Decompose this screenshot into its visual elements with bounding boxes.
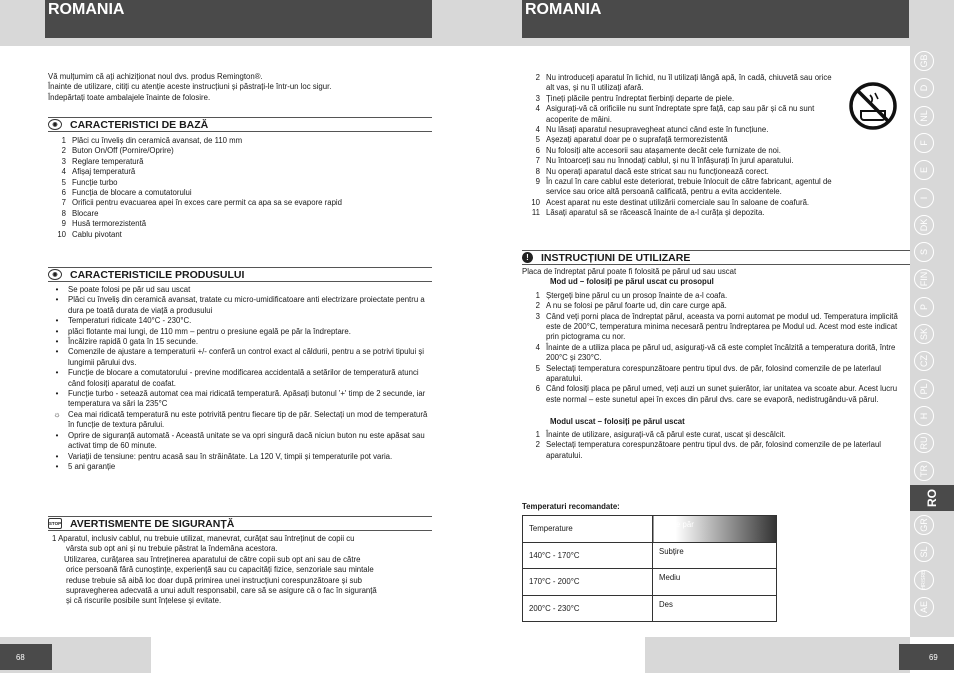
basic-features-heading <box>48 117 432 132</box>
bullet: • <box>55 285 59 294</box>
item-text: Reglare temperatură <box>72 156 144 166</box>
page-number-right: 69 <box>899 644 954 670</box>
item-number: 9 <box>535 177 540 187</box>
item-number: 6 <box>535 145 540 155</box>
tab-ro[interactable] <box>910 485 954 511</box>
list-item <box>522 167 840 177</box>
tab-label: F <box>919 140 929 146</box>
item-number: 5 <box>61 177 66 187</box>
list-item <box>48 316 432 326</box>
item-number: 2 <box>535 301 540 311</box>
tab-label: FIN <box>919 272 929 287</box>
bullet: • <box>55 347 59 357</box>
list-item <box>48 347 432 368</box>
warning-icon: ! <box>522 252 533 263</box>
table-cell: 200°C - 230°C <box>523 595 653 622</box>
tab-label: SK <box>919 328 929 341</box>
tab-e[interactable] <box>914 160 934 180</box>
left-page-title: ROMANIA <box>45 0 432 38</box>
section-title: CARACTERISTICI DE BAZĂ <box>70 118 209 131</box>
sun-icon: ☼ <box>53 409 61 419</box>
item-text: Țineți plăcile pentru îndreptat fierbinți departe de piele. <box>546 93 735 103</box>
item-number: 4 <box>535 104 540 114</box>
list-item <box>522 94 840 104</box>
warnings-list <box>522 73 840 219</box>
temps-title: Temperaturi recomandate: <box>522 502 620 511</box>
safety-line: orice persoană fără cunoștințe, experiență sau cu capacități fizice, senzoriale sau mintale <box>66 565 374 575</box>
list-item <box>48 136 432 146</box>
tab-cz[interactable] <box>914 351 934 371</box>
tab-label: NL <box>919 109 929 122</box>
bullet: • <box>55 430 59 440</box>
item-text: Așezați aparatul doar pe o suprafață termorezistentă <box>546 135 728 145</box>
tab-gb[interactable] <box>914 51 934 71</box>
basic-features-list <box>48 136 432 240</box>
item-number: 5 <box>535 363 540 373</box>
table-row <box>523 595 777 622</box>
tab-label: DK <box>919 218 929 232</box>
list-item <box>48 431 432 452</box>
bullet: • <box>55 295 59 305</box>
list-item <box>48 337 432 347</box>
product-features-section <box>48 267 432 472</box>
dry-mode-list <box>522 430 910 461</box>
page-number-left: 68 <box>0 644 52 670</box>
table-header-row <box>523 516 777 543</box>
table-cell: Subțire <box>653 542 777 569</box>
tab-hr-srb[interactable] <box>914 570 934 590</box>
list-item <box>522 384 910 405</box>
list-item <box>48 295 432 316</box>
table-row <box>523 542 777 569</box>
stop-icon: STOP <box>48 518 62 529</box>
item-text: Variații de tensiune: pentru acasă sau în străinătate. La 120 V, timpii și temperaturile pot varia. <box>68 451 393 461</box>
item-number: 4 <box>535 342 540 352</box>
item-number: 8 <box>535 166 540 176</box>
item-number: 3 <box>535 311 540 321</box>
item-number: 1 <box>61 136 66 145</box>
item-number: 5 <box>535 135 540 145</box>
tab-label: GR <box>919 518 929 532</box>
item-text: Încălzire rapidă 0 gata în 15 secunde. <box>68 337 199 347</box>
tab-sk[interactable] <box>914 324 934 344</box>
list-item <box>48 368 432 389</box>
item-text: Funcție turbo <box>72 177 118 187</box>
list-item <box>48 230 432 240</box>
list-item <box>522 343 910 364</box>
table-cell: 140°C - 170°C <box>523 542 653 569</box>
item-text: Selectați temperatura corespunzătoare pentru tipul dvs. de păr, folosind comenzile de pe laterlaul aparatului. <box>546 440 882 460</box>
item-number: 2 <box>61 146 66 156</box>
list-item <box>522 208 840 218</box>
item-number: 9 <box>61 219 66 229</box>
table-header-cell: Tip de păr <box>653 516 777 543</box>
tab-nl[interactable] <box>914 106 934 126</box>
tab-label: I <box>919 196 929 199</box>
tab-label: P <box>919 303 929 310</box>
intro-line: Vă mulțumim că ați achiziționat noul dvs. produs Remington®. <box>48 72 263 81</box>
product-features-heading <box>48 267 432 282</box>
tab-label: TR <box>919 464 929 477</box>
usage-heading <box>522 250 910 265</box>
item-text: Lăsați aparatul să se răcească înainte de a-l curăța și depozita. <box>546 208 765 218</box>
product-features-list <box>48 285 432 472</box>
tab-f[interactable] <box>914 133 934 153</box>
item-text: Nu introduceți aparatul în lichid, nu îl utilizați lângă apă, în cadă, chiuvetă sau orice alt vas, și nu îl utilizați afară. <box>546 73 832 93</box>
tab-dk[interactable] <box>914 215 934 235</box>
item-number: 4 <box>535 125 540 135</box>
item-number: 7 <box>535 156 540 166</box>
item-text: plăci flotante mai lungi, de 110 mm – pentru o presiune egală pe păr la îndreptare. <box>68 326 351 336</box>
list-item <box>48 198 432 208</box>
usage-section <box>522 250 910 461</box>
item-number: 3 <box>535 93 540 103</box>
item-text: Funcția de blocare a comutatorului <box>72 188 192 198</box>
tab-label: RU <box>919 436 929 450</box>
eye-icon: ◉ <box>48 119 62 130</box>
safety-line: 1 Aparatul, inclusiv cablul, nu trebuie utilizat, manevrat, curățat sau întreținut de copii cu <box>52 534 355 543</box>
item-text: Nu operați aparatul dacă este stricat sau nu funcționează corect. <box>546 166 769 176</box>
item-text: Acest aparat nu este destinat utilizării comerciale sau în saloane de coafură. <box>546 197 810 207</box>
item-number: 7 <box>61 198 66 208</box>
item-number: 6 <box>61 188 66 198</box>
item-number: 11 <box>531 208 540 218</box>
intro-line: Înainte de utilizare, citiți cu atenție aceste instrucțiuni și păstrați-le într-un loc sigur. <box>48 82 332 92</box>
bullet: • <box>55 461 59 471</box>
item-text: Nu lăsați aparatul nesupravegheat atunci când este în funcțiune. <box>546 125 769 135</box>
list-item <box>522 364 910 385</box>
item-text: Funcție turbo - setează automat cea mai ridicată temperatură. Apăsați butonul '+' timp de 2 secunde, iar temperatura va sări la 235°C <box>68 389 426 409</box>
item-text: Înainte de utilizare, asigurați-vă că părul este curat, uscat și descâlcit. <box>546 429 786 439</box>
item-text: Husă termorezistentă <box>72 219 147 229</box>
list-item <box>522 440 910 461</box>
item-number: 10 <box>57 229 66 239</box>
list-item <box>48 157 432 167</box>
list-item <box>48 410 432 431</box>
item-text: Afișaj temperatură <box>72 167 136 177</box>
list-item <box>48 452 432 462</box>
item-number: 8 <box>61 208 66 218</box>
item-text: Se poate folosi pe păr ud sau uscat <box>68 285 191 294</box>
table-row <box>523 569 777 596</box>
tab-label: PL <box>919 383 929 395</box>
tab-fin[interactable] <box>914 269 934 289</box>
tab-p[interactable] <box>914 297 934 317</box>
list-item <box>522 104 840 125</box>
safety-line: vârsta sub opt ani și nu trebuie păstrat la îndemâna acestora. <box>66 544 278 554</box>
eye-icon: ◉ <box>48 269 62 280</box>
list-item <box>48 146 432 156</box>
item-text: Ștergeți bine părul cu un prosop înainte de a-l coafa. <box>546 290 728 300</box>
tab-h[interactable] <box>914 406 934 426</box>
safety-text <box>48 534 432 607</box>
no-bath-water-icon <box>848 81 898 131</box>
section-title: CARACTERISTICILE PRODUSULUI <box>70 268 245 281</box>
bullet: • <box>55 326 59 336</box>
tab-label: E <box>919 167 929 174</box>
list-item <box>522 198 840 208</box>
tab-label: D <box>919 85 929 92</box>
safety-heading <box>48 516 432 531</box>
tab-label: H <box>919 412 929 420</box>
tab-ae[interactable] <box>914 597 934 617</box>
item-text: 5 ani garanție <box>68 461 116 471</box>
usage-intro: Placa de îndreptat părul poate fi folosită pe părul ud sau uscat <box>522 267 737 276</box>
safety-line: Utilizarea, curățarea sau întreținerea aparatului de către copii sub opt ani sau de către <box>64 554 361 564</box>
item-text: Funcție de blocare a comutatorului - previne modificarea accidentală a setărilor de temperatură atunci când folosiți aparatul de coafat. <box>68 368 419 388</box>
temperature-table <box>522 515 777 622</box>
bullet: • <box>55 451 59 461</box>
list-item <box>522 177 840 198</box>
bullet: • <box>55 337 59 347</box>
tab-pl[interactable] <box>914 379 934 399</box>
list-item <box>522 156 840 166</box>
tab-i[interactable] <box>914 188 934 208</box>
item-text: Oprire de siguranță automată - Această unitate se va opri singură dacă niciun buton nu este apăsat sau activat timp de 60 minute. <box>68 430 425 451</box>
item-text: Plăci cu înveliș din ceramică avansat, de 110 mm <box>72 136 243 145</box>
tab-label: SL <box>919 546 929 558</box>
item-text: Blocare <box>72 208 99 218</box>
list-item <box>522 135 840 145</box>
safety-section <box>48 516 432 607</box>
table-cell: Mediu <box>653 569 777 596</box>
bullet: • <box>55 316 59 326</box>
list-item <box>522 73 840 94</box>
dry-mode-title: Modul uscat – folosiți pe părul uscat <box>550 417 685 427</box>
tab-label: HR/SRB <box>921 570 927 590</box>
item-number: 3 <box>61 156 66 166</box>
list-item <box>48 389 432 410</box>
tab-d[interactable] <box>914 78 934 98</box>
tab-label: S <box>919 249 929 256</box>
item-text: Orificii pentru evacuarea apei în exces care permit ca apa sa se evapore rapid <box>72 198 343 208</box>
item-text: Cea mai ridicată temperatură nu este potrivită pentru fiecare tip de păr. Selectați un mod de temperatură în funcție de textura părului. <box>68 409 428 430</box>
language-tabs <box>910 46 954 637</box>
item-text: Nu întoarceți sau nu înnodați cablul, și nu îl înfășurați în jurul aparatului. <box>546 156 794 166</box>
item-text: Plăci cu înveliș din ceramică avansat, tratate cu micro-umidificatoare anti electrizare proiectate pentru a dura pe toată durata de viață a produsului <box>68 295 425 315</box>
list-item <box>48 188 432 198</box>
list-item <box>522 125 840 135</box>
section-title: AVERTISMENTE DE SIGURANȚĂ <box>70 517 235 530</box>
tab-ru[interactable] <box>914 433 934 453</box>
item-text: Comenzile de ajustare a temperaturii +/- conferă un control exact al căldurii, pentru a se potrivi tipului și lungimii părului dvs. <box>68 347 425 367</box>
item-number: 1 <box>535 290 540 300</box>
tab-label: GB <box>919 54 929 68</box>
table-cell: 170°C - 200°C <box>523 569 653 596</box>
list-item <box>48 209 432 219</box>
table-cell: Des <box>653 595 777 622</box>
table-header-cell: Temperature <box>523 516 653 543</box>
safety-line: reduse trebuie să aibă loc doar după primirea unei instrucțiuni corespunzătoare și sub <box>66 575 363 585</box>
item-number: 6 <box>535 384 540 394</box>
intro-text <box>48 72 428 103</box>
safety-line: și că riscurile posibile sunt înțelese și evitate. <box>66 596 222 606</box>
right-footer-band <box>645 637 910 673</box>
wet-mode-list <box>522 291 910 405</box>
basic-features-section <box>48 117 432 240</box>
list-item <box>48 219 432 229</box>
right-page-title: ROMANIA <box>522 0 909 38</box>
item-text: Selectați temperatura corespunzătoare pentru tipul dvs. de păr, folosind comenzile de pe laterlaul aparatului. <box>546 363 882 384</box>
item-number: 2 <box>535 73 540 82</box>
tab-label: AE <box>919 601 929 614</box>
item-number: 10 <box>531 197 540 207</box>
wet-mode-title: Mod ud – folosiți pe părul uscat cu prosopul <box>550 277 714 287</box>
list-item <box>48 327 432 337</box>
list-item <box>48 462 432 472</box>
tab-s[interactable] <box>914 242 934 262</box>
list-item <box>48 167 432 177</box>
item-text: Temperaturi ridicate 140°C - 230°C. <box>68 316 192 326</box>
item-text: Buton On/Off (Pornire/Oprire) <box>72 146 174 156</box>
section-title: INSTRUCȚIUNI DE UTILIZARE <box>541 251 691 264</box>
tab-label: CZ <box>919 355 929 368</box>
item-number: 4 <box>61 167 66 177</box>
list-item <box>522 146 840 156</box>
item-text: Când veți porni placa de îndreptat părul, aceasta va porni automat pe modul ud. Temperatura implicită este de 200°C, temperatura minima necesară pentru îndreptarea pe Modul ud. Acest mod este indicat prin pictograma cu nor. <box>546 311 898 342</box>
list-item <box>522 312 910 343</box>
tab-sl[interactable] <box>914 542 934 562</box>
list-item <box>522 301 910 311</box>
list-item <box>522 430 910 440</box>
safety-line: supravegherea adecvată a unui adult responsabil, care să se asigure că o fac în siguranță <box>66 586 377 596</box>
list-item <box>48 178 432 188</box>
item-text: Cablu pivotant <box>72 229 122 239</box>
bullet: • <box>55 389 59 399</box>
item-text: A nu se folosi pe părul foarte ud, din care curge apă. <box>546 301 727 311</box>
list-item <box>48 285 432 295</box>
item-text: În cazul în care cablul este deteriorat, trebuie înlocuit de către fabricant, agentul de service sau orice altă persoană calificată, pentru a evita accidentele. <box>546 177 832 197</box>
tab-tr[interactable] <box>914 461 934 481</box>
tab-gr[interactable] <box>914 515 934 535</box>
item-text: Nu folosiți alte accesorii sau atașamente decât cele furnizate de noi. <box>546 145 781 155</box>
item-number: 2 <box>535 440 540 450</box>
tab-label: RO <box>925 488 939 507</box>
bullet: • <box>55 368 59 378</box>
item-text: Înainte de a utiliza placa pe părul ud, asigurați-vă că este complet încălzită a temperatura dorită, între 200°C și 230°C. <box>546 342 896 363</box>
item-text: Asigurați-vă că orificiile nu sunt îndreptate spre față, cap sau păr și că nu sunt acoperite de mâini. <box>546 104 815 124</box>
item-text: Când folosiți placa pe părul umed, veți auzi un sunet șuierător, iar unitatea va scoate abur. Acest lucru este normal – este sunetul apei în exces din părul dvs. care se evaporă, nedistrugându-vă părul. <box>546 384 898 404</box>
intro-line: Îndepărtați toate ambalajele înainte de folosire. <box>48 92 211 102</box>
list-item <box>522 291 910 301</box>
item-number: 1 <box>535 429 540 439</box>
